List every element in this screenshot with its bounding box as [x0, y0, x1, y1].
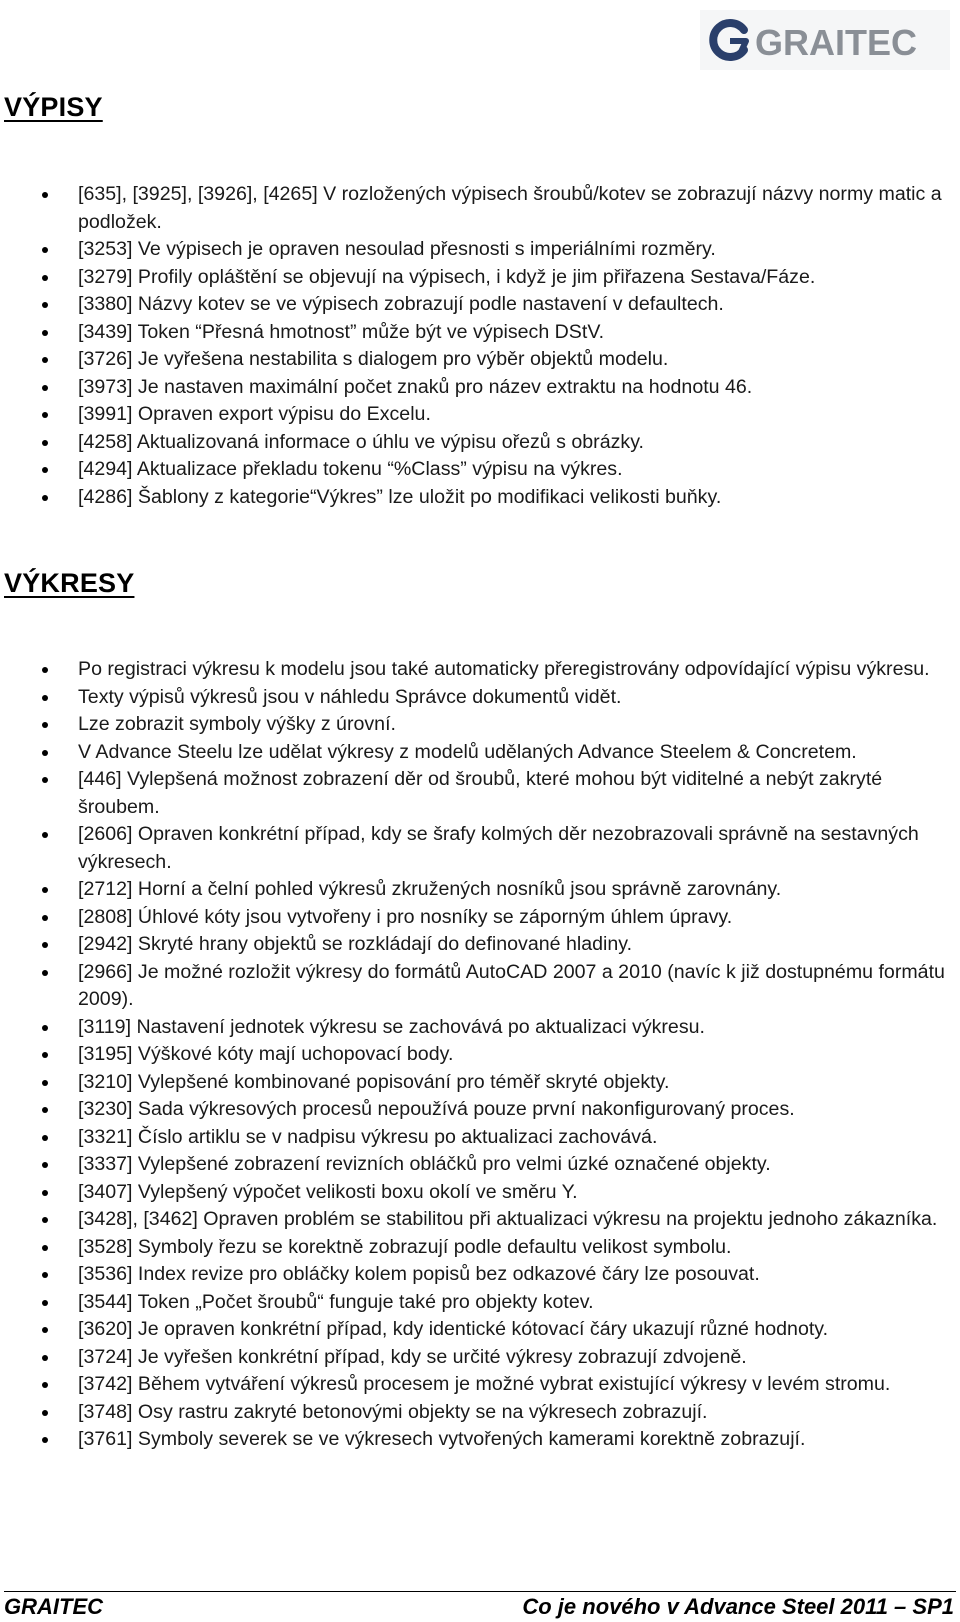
list-item: [2808] Úhlové kóty jsou vytvořeny i pro nosníky se záporným úhlem úpravy. — [0, 904, 960, 932]
list-item: [635], [3925], [3926], [4265] V rozložených výpisech šroubů/kotev se zobrazují názvy normy matic a podložek. — [0, 181, 960, 236]
vypisy-list — [0, 181, 960, 511]
list-item: [3230] Sada výkresových procesů nepoužívá pouze první nakonfigurovaný proces. — [0, 1096, 960, 1124]
list-item: [4258] Aktualizovaná informace o úhlu ve výpisu ořezů s obrázky. — [0, 429, 960, 457]
list-item: [3528] Symboly řezu se korektně zobrazují podle defaultu velikost symbolu. — [0, 1234, 960, 1262]
list-item: [2966] Je možné rozložit výkresy do formátů AutoCAD 2007 a 2010 (navíc k již dostupnému formátu 2009). — [0, 959, 960, 1014]
section-heading-vypisy: VÝPISY — [4, 92, 103, 122]
list-item: [4294] Aktualizace překladu tokenu “%Class” výpisu na výkres. — [0, 456, 960, 484]
vykresy-list — [0, 656, 960, 1454]
list-item: [3428], [3462] Opraven problém se stabilitou při aktualizaci výkresu na projektu jednoho zákazníka. — [0, 1206, 960, 1234]
list-item: [3536] Index revize pro obláčky kolem popisů bez odkazové čáry lze posouvat. — [0, 1261, 960, 1289]
list-item: [3439] Token “Přesná hmotnost” může být ve výpisech DStV. — [0, 319, 960, 347]
list-item: [3544] Token „Počet šroubů“ funguje také pro objekty kotev. — [0, 1289, 960, 1317]
graitec-logo — [700, 10, 950, 70]
list-item: [3195] Výškové kóty mají uchopovací body. — [0, 1041, 960, 1069]
list-item: [3742] Během vytváření výkresů procesem je možné vybrat existující výkresy v levém stromu. — [0, 1371, 960, 1399]
list-item: V Advance Steelu lze udělat výkresy z modelů udělaných Advance Steelem & Concretem. — [0, 739, 960, 767]
list-item: [446] Vylepšená možnost zobrazení děr od šroubů, které mohou být viditelné a nebýt zakryté šroubem. — [0, 766, 960, 821]
list-item: [3724] Je vyřešen konkrétní případ, kdy se určité výkresy zobrazují zdvojeně. — [0, 1344, 960, 1372]
list-item: [3726] Je vyřešena nestabilita s dialogem pro výběr objektů modelu. — [0, 346, 960, 374]
graitec-logo-mark — [700, 10, 950, 70]
footer-document-title: Co je nového v Advance Steel 2011 – SP1 — [522, 1594, 954, 1619]
section-heading-vykresy: VÝKRESY — [4, 568, 135, 598]
list-item: [2606] Opraven konkrétní případ, kdy se šrafy kolmých děr nezobrazovali správně na sestavných výkresech. — [0, 821, 960, 876]
list-item: [2712] Horní a čelní pohled výkresů zkružených nosníků jsou správně zarovnány. — [0, 876, 960, 904]
list-item: [4286] Šablony z kategorie“Výkres” lze uložit po modifikaci velikosti buňky. — [0, 484, 960, 512]
list-item: [3973] Je nastaven maximální počet znaků pro název extraktu na hodnotu 46. — [0, 374, 960, 402]
list-item: [3279] Profily opláštění se objevují na výpisech, i když je jim přiřazena Sestava/Fáze. — [0, 264, 960, 292]
footer-divider — [4, 1591, 956, 1592]
list-item: [3407] Vylepšený výpočet velikosti boxu okolí ve směru Y. — [0, 1179, 960, 1207]
list-item: Texty výpisů výkresů jsou v náhledu Správce dokumentů vidět. — [0, 684, 960, 712]
list-item: [3380] Názvy kotev se ve výpisech zobrazují podle nastavení v defaultech. — [0, 291, 960, 319]
list-item: [3337] Vylepšené zobrazení revizních obláčků pro velmi úzké označené objekty. — [0, 1151, 960, 1179]
list-item: Po registraci výkresu k modelu jsou také automaticky přeregistrovány odpovídající výpisu výkresu. — [0, 656, 960, 684]
list-item: [2942] Skryté hrany objektů se rozkládají do definované hladiny. — [0, 931, 960, 959]
list-item: [3620] Je opraven konkrétní případ, kdy identické kótovací čáry ukazují různé hodnoty. — [0, 1316, 960, 1344]
list-item: [3991] Opraven export výpisu do Excelu. — [0, 401, 960, 429]
list-item: [3210] Vylepšené kombinované popisování pro téměř skryté objekty. — [0, 1069, 960, 1097]
logo-text: GRAITEC — [755, 22, 917, 63]
list-item: Lze zobrazit symboly výšky z úrovní. — [0, 711, 960, 739]
footer-company: GRAITEC — [4, 1594, 103, 1619]
list-item: [3253] Ve výpisech je opraven nesoulad přesnosti s imperiálními rozměry. — [0, 236, 960, 264]
list-item: [3761] Symboly severek se ve výkresech vytvořených kamerami korektně zobrazují. — [0, 1426, 960, 1454]
list-item: [3321] Číslo artiklu se v nadpisu výkresu po aktualizaci zachovává. — [0, 1124, 960, 1152]
list-item: [3119] Nastavení jednotek výkresu se zachovává po aktualizaci výkresu. — [0, 1014, 960, 1042]
list-item: [3748] Osy rastru zakryté betonovými objekty se na výkresech zobrazují. — [0, 1399, 960, 1427]
